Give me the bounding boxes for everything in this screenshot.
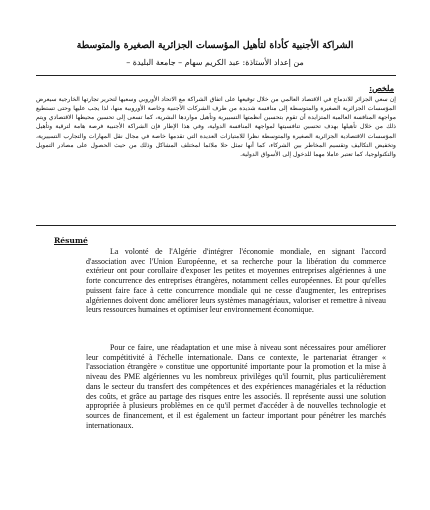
resume-paragraph-1: La volonté de l'Algérie d'intégrer l'économie mondiale, en signant l'accord d'association avec l'Union Européenne, et sa recherche pour la libération du commerce extérieur ont pour corollaire d'exposer les petites et moyennes entreprises algériennes à une forte concurrence des entreprises étrangères, notamment celles européennes. Et pour qu'elles puissent faire face à cette concurrence mondiale qui ne cesse d'augmenter, les entreprises algériennes doivent donc améliorer leurs systèmes managériaux, valoriser et remettre à niveau leurs ressources humaines et optimiser leur environnement économique.: [86, 247, 386, 315]
arabic-abstract-body: إن سعي الجزائر للاندماج في الاقتصاد العالمي من خلال توقيعها على اتفاق الشراكة مع الاتحاد الأوروبي وسعيها لتحرير تجارتها الخارجية سيعرض المؤسسات الجزائرية الصغيرة والمتوسطة إلى منافسة شديدة من طرف الشركات الأجنبية وخاصة الأوروبية منها، لذا يجب عليها وحتى تستطيع مواجهة المنافسة العالمية المتزايدة أن تقوم بتحسين أنظمتها التسييرية وتأهيل مواردها البشرية، كما تسعى إلى تحسين محيطها الاقتصادي ويتم ذلك من خلال تأهيلها بهدف تحسين تنافسيتها لمواجهة المنافسة الدولية، وفي هذا الإطار فإن الشراكة الأجنبية فرصة هامة لترقية وتأهيل المؤسسات الاقتصادية الجزائرية الصغيرة والمتوسطة نظرا للامتيازات العديدة التي تقدمها خاصة في مجال نقل المهارات والتجارب التسييرية، وتخفيض التكاليف وتقسيم المخاطر بين الشركاء، كما أنها تمثل حلا ملائما لمختلف المشاكل وذلك من حيث الحصول على مصادر التمويل والتكنولوجيا، كما تعتبر عاملا مهما للدخول إلى الأسواق الدولية.: [36, 96, 396, 158]
paper-title: الشراكة الأجنبية كأداة لتأهيل المؤسسات الجزائرية الصغيرة والمتوسطة: [76, 40, 354, 51]
paper-author: من إعداد الأستاذة: عبد الكريم سهام – جامعة البليدة –: [126, 58, 304, 67]
resume-heading: Résumé: [54, 236, 88, 245]
header-divider: [36, 75, 396, 76]
abstract-divider: [36, 225, 396, 226]
resume-paragraph-2: Pour ce faire, une réadaptation et une mise à niveau sont nécessaires pour améliorer leur compétitivité à l'échelle internationale. Dans ce contexte, le partenariat étranger « l'association étrangère » constitue une opportunité importante pour la promotion et la mise à niveau des PME algériennes vu les nombreux privilèges qu'il fournit, plus particulièrement dans le secteur du transfert des compétences et des expériences managériales et la réduction des coûts, et grâce au partage des risques entre les associés. Il représente aussi une solution appropriée à plusieurs problèmes en ce qu'il permet d'accéder à de nouvelles technologie et sources de financement, et il est également un facteur important pour pénétrer les marchés internationaux.: [86, 343, 386, 430]
arabic-abstract-heading: ملخص:: [369, 83, 394, 93]
